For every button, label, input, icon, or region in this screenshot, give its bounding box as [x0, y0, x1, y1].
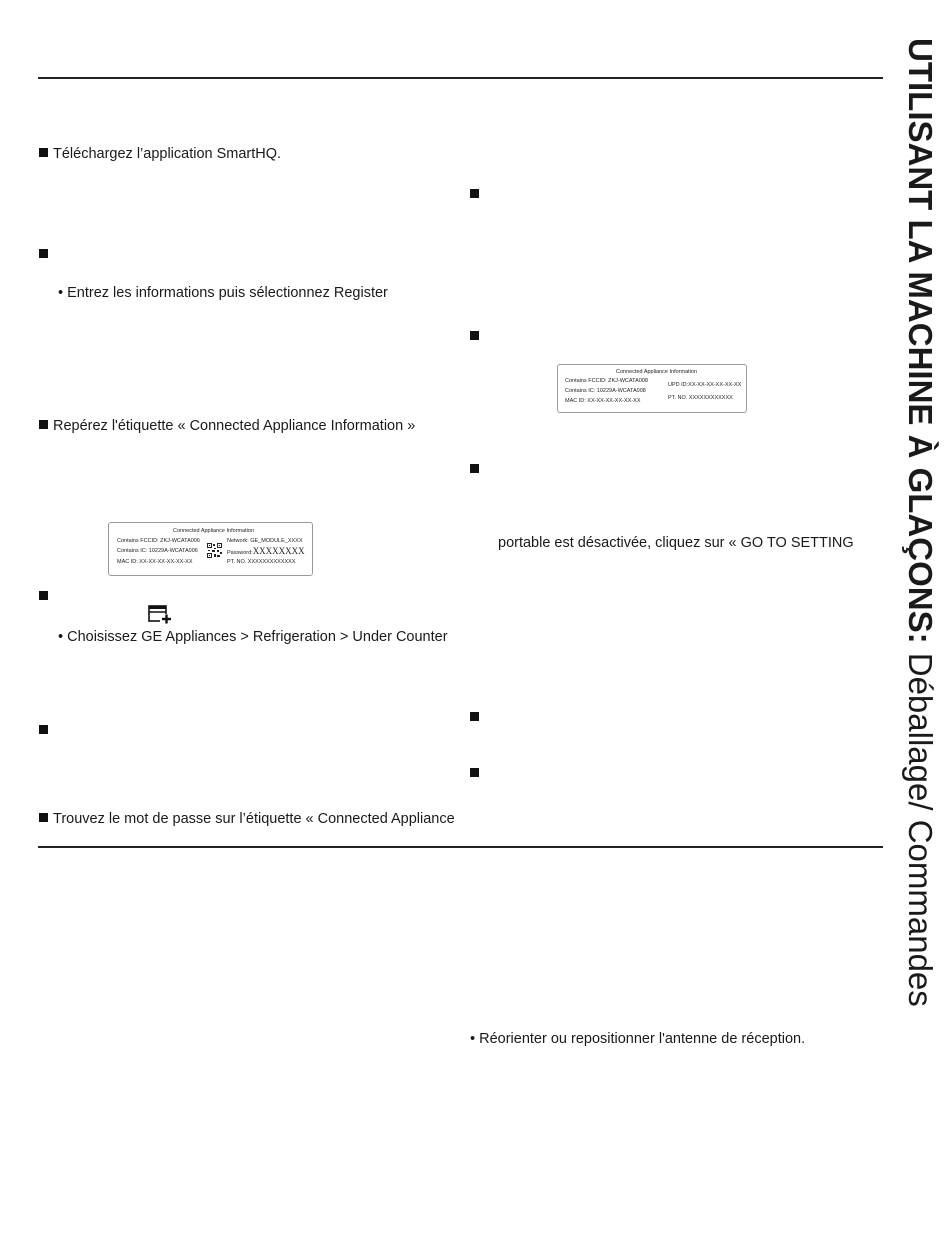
side-title-bold: UTILISANT LA MACHINE À GLAÇONS:: [902, 38, 939, 644]
connected-appliance-label-small: [557, 364, 747, 413]
label-mac: MAC ID: XX-XX-XX-XX-XX-XX: [117, 559, 193, 565]
step-locate-label: [39, 417, 415, 435]
bullet-square: [470, 768, 479, 777]
antenna-tip: • Réorienter ou repositionner l'antenne de réception.: [470, 1031, 806, 1047]
label-network: Network: GE_MODULE_XXXX: [227, 538, 303, 544]
step-choose-sub: • Choisissez GE Appliances > Refrigeration > Under Counter: [58, 629, 448, 645]
bullet-square: [39, 725, 48, 734]
top-rule: [38, 77, 883, 79]
label-small-fccid: Contains FCCID: ZKJ-WCATA008: [565, 378, 648, 384]
step-locate-text: Repérez l'étiquette « Connected Appliance Information »: [53, 418, 416, 434]
step-hotspot-text: portable est désactivée, cliquez sur « GO TO SETTING: [498, 535, 854, 551]
bullet-square: [39, 813, 48, 822]
label-small-title: Connected Appliance Information: [616, 369, 698, 375]
step-download-text: Téléchargez l’application SmartHQ.: [53, 146, 282, 162]
label-title: Connected Appliance Information: [173, 528, 255, 534]
label-password: [227, 548, 305, 557]
label-password-value: XXXXXXXX: [252, 546, 305, 556]
bullet-square: [39, 148, 48, 157]
bullet-square: [39, 249, 48, 258]
step-find-password: [39, 810, 455, 828]
add-appliance-icon: [148, 605, 174, 625]
bullet-square: [470, 189, 479, 198]
bullet-square: [39, 591, 48, 600]
label-fccid: Contains FCCID: ZKJ-WCATA006: [117, 538, 200, 544]
side-title-regular: Déballage/ Commandes: [902, 643, 939, 1007]
step-register-sub: • Entrez les informations puis sélectionnez Register: [58, 285, 388, 301]
label-password-key: Password:: [227, 550, 253, 556]
qr-code-icon: [207, 543, 222, 558]
label-ic: Contains IC: 10229A-WCATA006: [117, 548, 198, 554]
step-find-password-text: Trouvez le mot de passe sur l’étiquette « Connected Appliance: [53, 811, 455, 827]
connected-appliance-label: [108, 522, 313, 576]
bullet-square: [470, 331, 479, 340]
middle-rule: [38, 846, 883, 848]
bullet-square: [39, 420, 48, 429]
label-ptno: PT. NO. XXXXXXXXXXXXX: [227, 559, 296, 565]
side-section-title: [900, 38, 940, 1007]
bullet-square: [470, 464, 479, 473]
bullet-square: [470, 712, 479, 721]
label-small-ptno: PT. NO. XXXXXXXXXXXX: [668, 395, 733, 401]
label-small-ic: Contains IC: 10229A-WCATA008: [565, 388, 646, 394]
step-download-app: [39, 145, 281, 163]
label-small-upd: UPD ID:XX-XX-XX-XX-XX-XX: [668, 382, 742, 388]
label-small-mac: MAC ID: XX-XX-XX-XX-XX-XX: [565, 398, 641, 404]
